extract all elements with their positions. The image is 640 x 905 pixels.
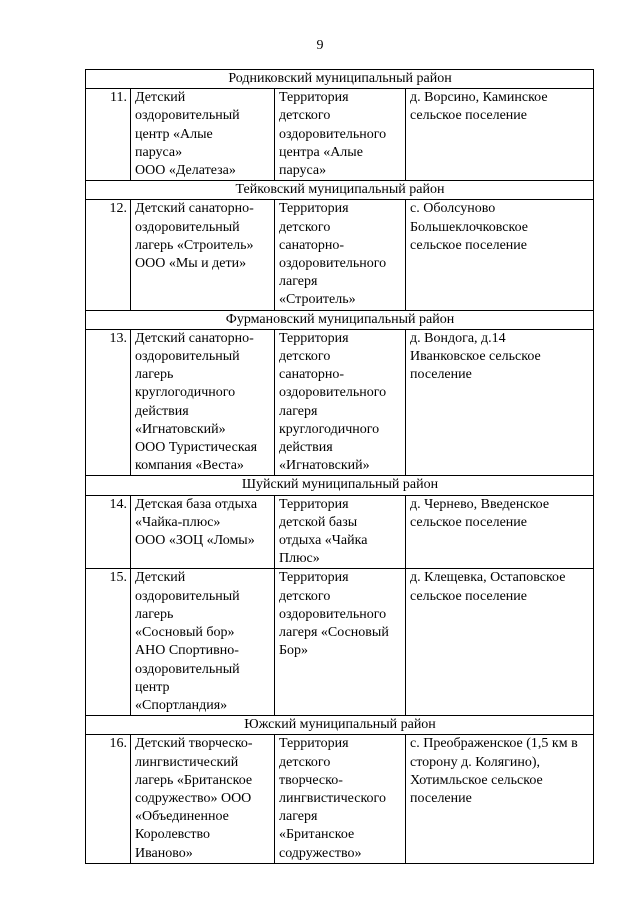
cell-line: Иваново» [135,845,193,861]
district-header-row [86,181,594,200]
row-number: 13. [86,329,131,476]
district-header-row [86,476,594,495]
cell-line: санаторно- [279,237,345,253]
cell-line: оздоровительный [135,108,240,124]
camp-name-cell [131,200,275,310]
table-row [86,329,594,476]
table-row [86,495,594,569]
cell-line: Детская база отдыха [135,496,258,512]
cell-line: лагерь [135,606,174,622]
cell-line: с. Преображенское (1,5 км в [410,736,578,752]
cell-line: центр [135,679,170,695]
cell-line: детского [279,349,331,365]
location-cell [406,569,594,716]
district-name: Фурмановский муниципальный район [86,310,594,329]
cell-line: лагерь «Строитель» [135,237,254,253]
cell-line: «Британское [279,827,355,843]
cell-line: лагерь «Британское [135,772,253,788]
cell-line: «Игнатовский» [279,458,370,474]
cell-line: д. Клещевка, Остаповское [410,570,566,586]
territory-cell [275,200,406,310]
cell-line: Детский [135,90,186,106]
cell-line: компания «Веста» [135,458,244,474]
cell-line: «Объединенное [135,809,229,825]
cell-line: лингвистического [279,790,386,806]
cell-line: санаторно- [279,367,345,383]
cell-line: Территория [279,201,349,217]
cell-line: Королевство [135,827,211,843]
cell-line: детского [279,588,331,604]
table-body [86,70,594,864]
cell-line: центра «Алые [279,144,363,160]
cell-line: «Чайка-плюс» [135,514,221,530]
cell-line: д. Вондога, д.14 [410,330,506,346]
cell-line: АНО Спортивно- [135,643,239,659]
cell-line: Детский санаторно- [135,201,254,217]
cell-line: д. Ворсино, Каминское [410,90,548,106]
row-number: 11. [86,89,131,181]
cell-line: круглогодичного [279,421,380,437]
cell-line: детской базы [279,514,358,530]
cell-line: оздоровительный [135,219,240,235]
camp-name-cell [131,495,275,569]
cell-line: оздоровительный [135,588,240,604]
cell-line: оздоровительного [279,256,387,272]
cell-line: творческо- [279,772,343,788]
cell-line: оздоровительного [279,385,387,401]
cell-line: содружество» ООО [135,790,252,806]
district-name: Тейковский муниципальный район [86,181,594,200]
cell-line: Бор» [279,643,309,659]
cell-line: Детский [135,570,186,586]
table-row [86,89,594,181]
cell-line: лагеря «Сосновый [279,625,389,641]
cell-line: оздоровительного [279,606,387,622]
camp-name-cell [131,735,275,863]
district-header-row [86,70,594,89]
cell-line: Территория [279,570,349,586]
cell-line: лагеря [279,274,318,290]
cell-line: лагеря [279,403,318,419]
cell-line: «Спортландия» [135,697,228,713]
territory-cell [275,329,406,476]
row-number: 15. [86,569,131,716]
cell-line: оздоровительного [279,126,387,142]
camp-name-cell [131,89,275,181]
district-header-row [86,310,594,329]
cell-line: паруса» [135,144,183,160]
cell-line: Плюс» [279,551,320,567]
cell-line: поселение [410,367,472,383]
camps-table [85,69,594,864]
row-number: 14. [86,495,131,569]
cell-line: сельское поселение [410,588,527,604]
cell-line: Территория [279,90,349,106]
camp-name-cell [131,329,275,476]
cell-line: сельское поселение [410,237,527,253]
cell-line: ООО «Мы и дети» [135,256,247,272]
location-cell [406,735,594,863]
cell-line: оздоровительный [135,349,240,365]
cell-line: сторону д. Колягино), [410,754,541,770]
cell-line: Территория [279,496,349,512]
cell-line: Хотимльское сельское [410,772,543,788]
district-name: Шуйский муниципальный район [86,476,594,495]
cell-line: детского [279,754,331,770]
cell-line: лагерь [135,367,174,383]
cell-line: Большеклочковское [410,219,528,235]
table-row [86,200,594,310]
cell-line: Детский творческо- [135,736,253,752]
cell-line: д. Чернево, Введенское [410,496,550,512]
row-number: 16. [86,735,131,863]
cell-line: «Строитель» [279,292,356,308]
district-name: Родниковский муниципальный район [86,70,594,89]
cell-line: действия [279,440,333,456]
camp-name-cell [131,569,275,716]
cell-line: центр «Алые [135,126,213,142]
cell-line: оздоровительный [135,661,240,677]
cell-line: лингвистический [135,754,239,770]
cell-line: ООО «ЗОЦ «Ломы» [135,533,255,549]
cell-line: сельское поселение [410,108,527,124]
cell-line: отдыха «Чайка [279,533,368,549]
cell-line: детского [279,219,331,235]
page-number: 9 [316,38,324,53]
territory-cell [275,89,406,181]
location-cell [406,200,594,310]
cell-line: Детский санаторно- [135,330,254,346]
location-cell [406,329,594,476]
territory-cell [275,569,406,716]
cell-line: сельское поселение [410,514,527,530]
location-cell [406,89,594,181]
location-cell [406,495,594,569]
cell-line: ООО Туристическая [135,440,258,456]
cell-line: детского [279,108,331,124]
cell-line: Территория [279,330,349,346]
cell-line: ООО «Делатеза» [135,163,236,179]
district-name: Южский муниципальный район [86,716,594,735]
cell-line: содружество» [279,845,362,861]
cell-line: лагеря [279,809,318,825]
district-header-row [86,716,594,735]
table-row [86,735,594,863]
cell-line: с. Оболсуново [410,201,496,217]
cell-line: поселение [410,790,472,806]
cell-line: круглогодичного [135,385,236,401]
cell-line: «Игнатовский» [135,421,226,437]
territory-cell [275,495,406,569]
cell-line: паруса» [279,163,327,179]
cell-line: действия [135,403,189,419]
table-row [86,569,594,716]
territory-cell [275,735,406,863]
cell-line: «Сосновый бор» [135,625,235,641]
cell-line: Иванковское сельское [410,349,541,365]
row-number: 12. [86,200,131,310]
cell-line: Территория [279,736,349,752]
